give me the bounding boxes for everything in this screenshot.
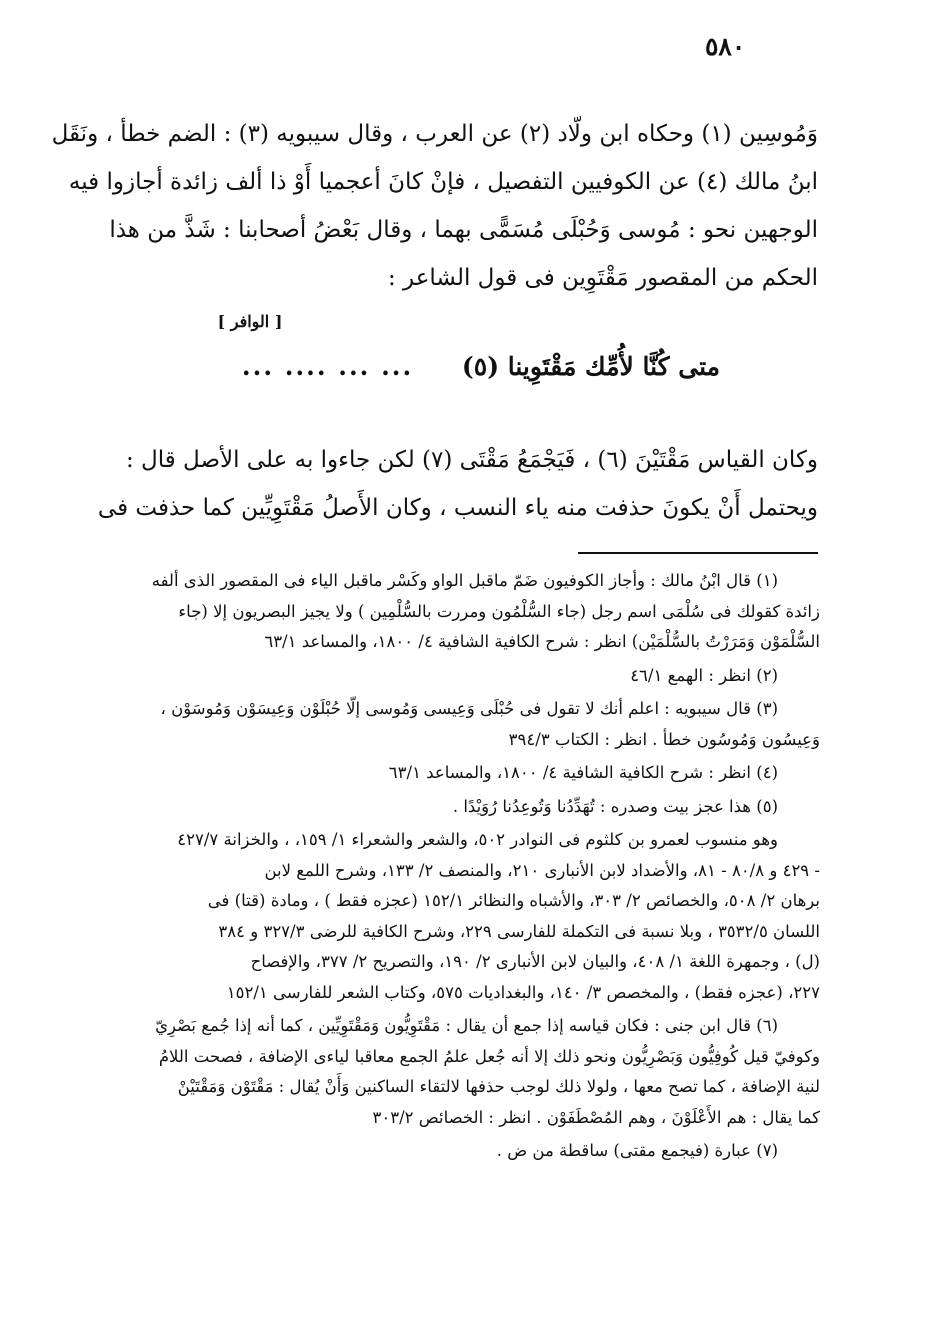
footnote-line: زائدة كقولك فى سُلْمَى اسم رجل (جاء السُّلْمُون ومررت بالسُّلْمِين ) ولا يجيز البصريون إلا (جاء xyxy=(178,601,820,621)
footnote-line: (٥) هذا عجز بيت وصدره : تُهَدِّدُنا وَتُوعِدُنا رُوَيْدًا . xyxy=(452,796,778,816)
footnote-line: (ل) ، وجمهرة اللغة ١/ ٤٠٨، والبيان لابن الأنبارى ٢/ ١٩٠، والتصريح ٢/ ٣٧٧، والإفصاح xyxy=(250,952,820,971)
main-text-line: الوجهين نحو : مُوسى وَحُبْلَى مُسَمًّى بهما ، وقال بَعْضُ أصحابنا : شَذَّ من هذا xyxy=(109,217,818,243)
footnote-line: (٦) قال ابن جنى : فكان قياسه إذا جمع أن يقال : مَقْتَوِيُّون وَمَقْتَوِيِّين ، كما أنه إذا جُمع بَصْرِيّ xyxy=(155,1016,778,1035)
footnote-line: وكوفيّ قيل كُوفِيُّون وَبَصْرِيُّون ونحو ذلك إلا أنه جُعل علمُ الجمع معاقبا لياءى الإضافة ، فصحت اللامُ xyxy=(158,1046,820,1066)
footnote-separator xyxy=(578,552,818,554)
footnote-line: وَعِيسُون وَمُوسُون خطأ . انظر : الكتاب ٣٩٤/٣ xyxy=(508,729,820,749)
footnote-line: برهان ٢/ ٥٠٨، والخصائص ٢/ ٣٠٣، والأشباه والنظائر ١٥٢/١ (عجزه فقط ) ، ومادة (قتا) فى xyxy=(207,891,820,910)
footnote-line: وهو منسوب لعمرو بن كلثوم فى النوادر ٥٠٢، والشعر والشعراء ١/ ١٥٩، ، والخزانة ٤٢٧/٧ xyxy=(177,830,778,849)
main-text-block-2 xyxy=(97,436,818,532)
footnote-5-sources xyxy=(96,825,820,1008)
footnote-line: (٤) انظر : شرح الكافية الشافية ٤/ ١٨٠٠، والمساعد ٦٣/١ xyxy=(388,763,778,782)
footnote-line: لنية الإضافة ، كما تصح معها ، ولولا ذلك لوجب حذفها لالتقاء الساكنين وَأَنْ يُقال : مَقْتَوْن وَمَقْتَيْنْ xyxy=(177,1077,820,1096)
footnote-line: (١) قال ابْنُ مالك : وأجاز الكوفيون ضَمّ ماقبل الواو وكَسْر ماقبل الياء فى المقصور الذى ألفه xyxy=(151,571,778,590)
verse-second-hemistich: متى كُنَّا لأُمِّك مَقْتَوِينا (٥) xyxy=(461,352,720,381)
main-text-line: الحكم من المقصور مَقْتَوِين فى قول الشاعر : xyxy=(387,265,818,291)
footnotes-section xyxy=(96,566,820,1167)
footnote-line: (٢) انظر : الهمع ٤٦/١ xyxy=(630,665,778,685)
main-text-line: ويحتمل أَنْ يكونَ حذفت منه ياء النسب ، وكان الأَصلُ مَقْتَوِيِّين كما حذفت فى xyxy=(97,495,818,521)
footnote-4 xyxy=(96,758,820,789)
footnote-line: كما يقال : هم الأَعْلَوْنَ ، وهم المُصْطَفَوْن . انظر : الخصائص ٣٠٣/٢ xyxy=(372,1107,820,1127)
footnote-line: (٣) قال سيبويه : اعلم أنك لا تقول فى حُبْلَى وَعِيسى وَمُوسى إلّا حُبْلَوْن وَعِيسَوْن وَمُوسَوْن ، xyxy=(160,699,778,718)
footnote-2 xyxy=(96,661,820,692)
main-text-line: وكان القياس مَقْتَيْنَ (٦) ، فَيَجْمَعُ مَقْتَى (٧) لكن جاءوا به على الأصل قال : xyxy=(125,447,818,473)
poetry-verse xyxy=(120,352,760,381)
footnote-line: السُّلْمَوْن وَمَرَرْتُ بالسُّلْمَيْن) انظر : شرح الكافية الشافية ٤/ ١٨٠٠، والمساعد ٦٣/١ xyxy=(264,632,820,651)
footnote-line: (٧) عبارة (فيجمع مقتى) ساقطة من ض . xyxy=(496,1141,778,1160)
footnote-6 xyxy=(96,1011,820,1133)
footnote-line: - ٤٢٩ و ٨٠/٨ - ٨١، والأضداد لابن الأنبارى ٢١٠، والمنصف ٢/ ١٣٣، وشرح اللمع لابن xyxy=(264,860,820,880)
footnote-7 xyxy=(96,1136,820,1167)
page-number: ٥٨٠ xyxy=(705,32,746,61)
main-text-line: وَمُوسِين (١) وحكاه ابن ولّاد (٢) عن العرب ، وقال سيبويه (٣) : الضم خطأ ، ونَقَل xyxy=(51,121,818,147)
main-text-block xyxy=(51,110,818,302)
footnote-1 xyxy=(96,566,820,658)
poetic-meter-label: [ الوافر ] xyxy=(217,312,283,331)
footnote-3 xyxy=(96,694,820,755)
verse-omitted-hemistich: ... ... .... ... xyxy=(241,352,414,381)
main-text-line: ابنُ مالك (٤) عن الكوفيين التفصيل ، فإنْ كانَ أعجميا أَوْ ذا ألف زائدة أجازوا فيه xyxy=(68,169,818,195)
footnote-line: ٢٢٧، (عجزه فقط) ، والمخصص ٣/ ١٤٠، والبغداديات ٥٧٥، وكتاب الشعر للفارسى ١٥٢/١ xyxy=(226,982,820,1002)
footnote-5 xyxy=(96,792,820,823)
footnote-line: اللسان ٣٥٣٢/٥ ، وبلا نسبة فى التكملة للفارسى ٢٢٩، وشرح الكافية للرضى ٣٢٧/٣ و ٣٨٤ xyxy=(218,921,820,941)
